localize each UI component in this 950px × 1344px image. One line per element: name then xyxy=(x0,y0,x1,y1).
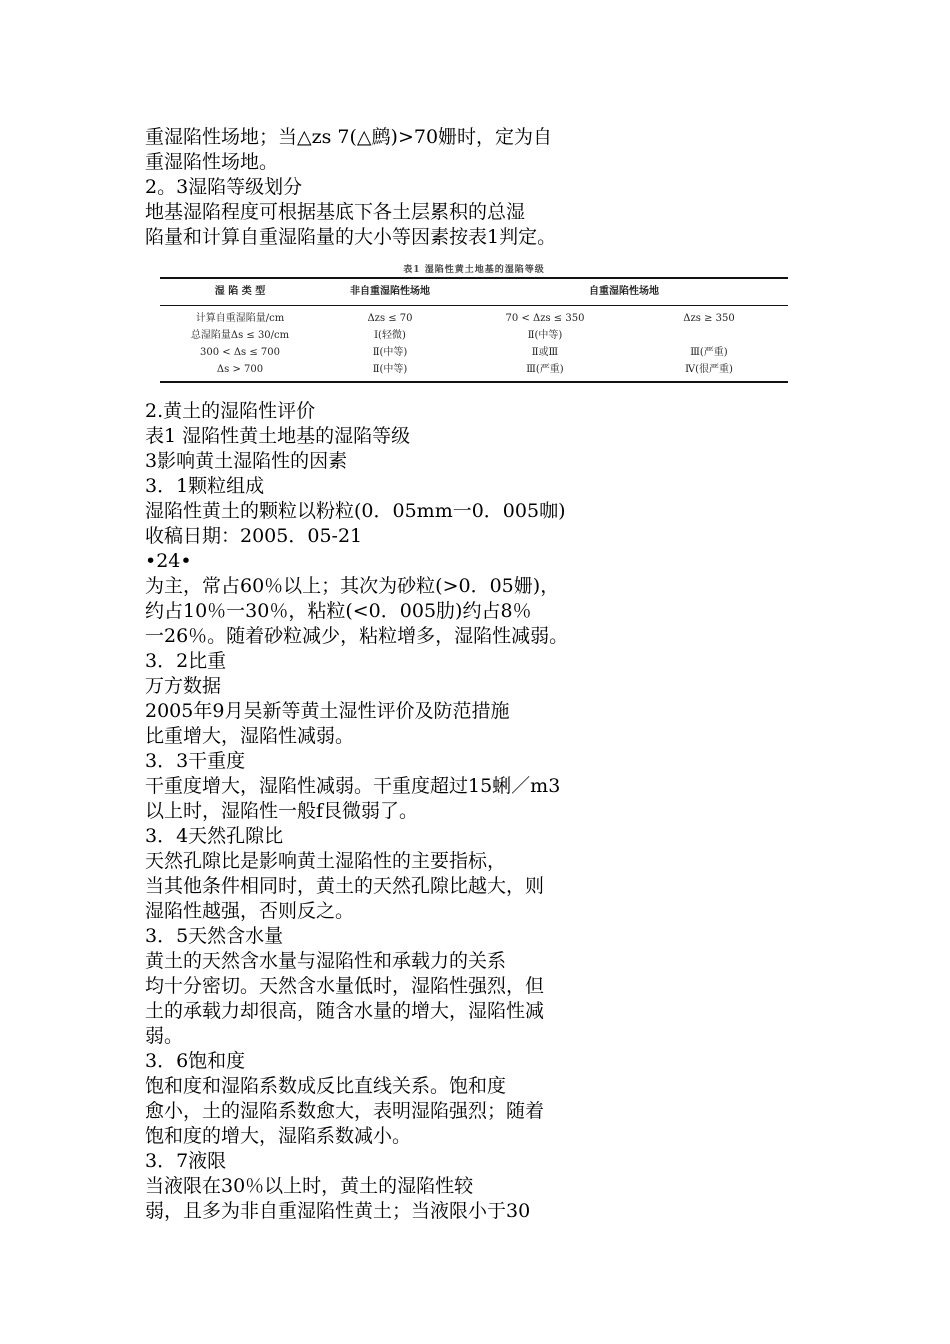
text-line: 约占10％一30％，粘粒(<0．005肋)约占8％ xyxy=(145,600,532,622)
table-title: 表1 湿陷性黄土地基的湿陷等级 xyxy=(403,265,545,275)
section-heading: 3．2比重 xyxy=(145,650,227,672)
running-header: 2005年9月吴新等黄土湿性评价及防范措施 xyxy=(145,700,510,722)
top-text-block xyxy=(145,125,645,250)
section-heading: 3影响黄土湿陷性的因素 xyxy=(145,450,348,472)
text-line: 湿陷性越强，否则反之。 xyxy=(145,900,355,922)
table-cell: 总湿陷量Δs ≤ 30/cm xyxy=(190,330,290,341)
received-date: 收稿日期：2005．05-21 xyxy=(145,525,363,547)
table-cell: Ⅱ(中等) xyxy=(372,347,408,358)
text-line: 弱，且多为非自重湿陷性黄土；当液限小于30 xyxy=(145,1200,531,1222)
text-line: 当其他条件相同时，黄土的天然孔隙比越大，则 xyxy=(145,875,545,897)
watermark-text: 万方数据 xyxy=(145,675,222,697)
text-line: 重湿陷性场地；当△zs 7(△鹧)>70姗时，定为自 xyxy=(145,126,553,148)
section-heading: 3．6饱和度 xyxy=(145,1050,246,1072)
table-cell: Ⅲ(严重) xyxy=(526,364,564,375)
text-line: 一26％。随着砂粒减少，粘粒增多，湿陷性减弱。 xyxy=(145,625,569,647)
text-line: 湿陷性黄土的颗粒以粉粒(0．05mm一0．005咖) xyxy=(145,500,566,522)
table-cell: 70 < Δzs ≤ 350 xyxy=(505,313,585,324)
table-cell: 300 < Δs ≤ 700 xyxy=(200,347,280,358)
table-caption: 表1 湿陷性黄土地基的湿陷等级 xyxy=(145,425,411,447)
text-line: 弱。 xyxy=(145,1025,184,1047)
section-heading: 3．1颗粒组成 xyxy=(145,475,265,497)
table-row xyxy=(160,327,788,344)
text-line: 为主，常占60％以上；其次为砂粒(>0．05姗)， xyxy=(145,575,560,597)
table-row xyxy=(160,344,788,361)
text-line: 饱和度和湿陷系数成反比直线关系。饱和度 xyxy=(145,1075,507,1097)
table-bottom-rule xyxy=(160,381,788,383)
collapsibility-grade-table xyxy=(160,263,788,383)
text-line: 黄土的天然含水量与湿陷性和承载力的关系 xyxy=(145,950,507,972)
section-heading: 3．5天然含水量 xyxy=(145,925,284,947)
table-cell: Ⅳ(很严重) xyxy=(685,364,733,375)
page-number: •24• xyxy=(145,550,192,572)
table-cell: Ⅱ(中等) xyxy=(527,330,563,341)
text-line: 均十分密切。天然含水量低时，湿陷性强烈，但 xyxy=(145,975,545,997)
table-cell: Ⅱ(中等) xyxy=(372,364,408,375)
text-line: 以上时，湿陷性一般f艮微弱了。 xyxy=(145,800,419,822)
table-cell: Ⅰ(轻微) xyxy=(374,330,406,341)
table-cell: Ⅲ(严重) xyxy=(690,347,728,358)
table-row xyxy=(160,310,788,327)
table-row xyxy=(160,361,788,378)
text-line: 地基湿陷程度可根据基底下各土层累积的总湿 xyxy=(145,201,526,223)
header-cell-type: 湿 陷 类 型 xyxy=(214,286,266,297)
text-line: 比重增大，湿陷性减弱。 xyxy=(145,725,355,747)
section-heading: 2。3湿陷等级划分 xyxy=(145,176,303,198)
table-cell: Δs > 700 xyxy=(216,364,264,375)
header-cell-nonself: 非自重湿陷性场地 xyxy=(350,286,430,297)
text-line: 天然孔隙比是影响黄土湿陷性的主要指标， xyxy=(145,850,507,872)
section-heading: 3．7液限 xyxy=(145,1150,227,1172)
text-line: 愈小，土的湿陷系数愈大，表明湿陷强烈；随着 xyxy=(145,1100,545,1122)
table-cell: Δzs ≥ 350 xyxy=(683,313,735,324)
table-header-row xyxy=(160,279,788,305)
text-line: 土的承载力却很高，随含水量的增大，湿陷性减 xyxy=(145,1000,545,1022)
bottom-text-block xyxy=(145,399,645,1224)
table-cell: 计算自重湿陷量/cm xyxy=(195,313,285,324)
section-heading: 3．4天然孔隙比 xyxy=(145,825,284,847)
text-line: 陷量和计算自重湿陷量的大小等因素按表1判定。 xyxy=(145,226,557,248)
section-heading: 2.黄土的湿陷性评价 xyxy=(145,400,316,422)
text-line: 当液限在30％以上时，黄土的湿陷性较 xyxy=(145,1175,474,1197)
table-cell: Δzs ≤ 70 xyxy=(367,313,413,324)
table-cell: Ⅱ或Ⅲ xyxy=(531,347,559,358)
section-heading: 3．3干重度 xyxy=(145,750,246,772)
text-line: 重湿陷性场地。 xyxy=(145,151,279,173)
header-cell-self: 自重湿陷性场地 xyxy=(589,286,659,297)
text-line: 饱和度的增大，湿陷系数减小。 xyxy=(145,1125,412,1147)
text-line: 干重度增大，湿陷性减弱。干重度超过15蜊／m3 xyxy=(145,775,561,797)
